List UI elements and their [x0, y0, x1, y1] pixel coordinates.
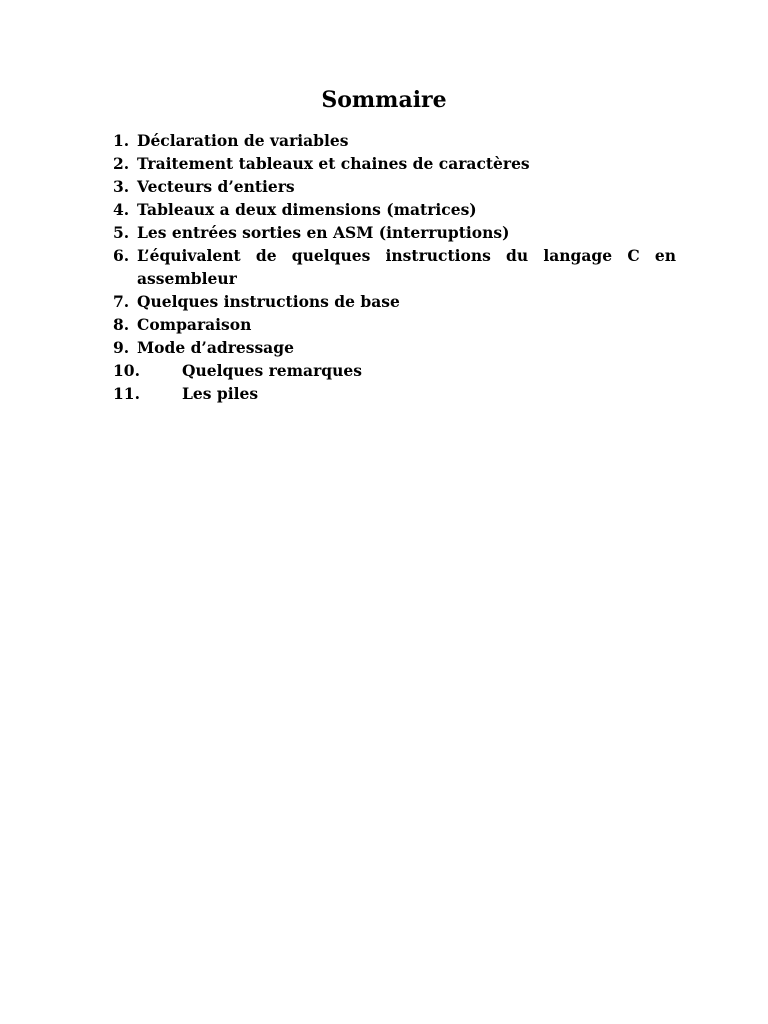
toc-item-number: 10. — [113, 361, 140, 380]
toc-item-label: L’équivalent de quelques instructions du langage C en assembleur — [137, 246, 676, 288]
toc-item-label: Déclaration de variables — [137, 131, 349, 150]
toc-item-label: Traitement tableaux et chaines de caractères — [137, 154, 530, 173]
toc-item — [113, 359, 676, 382]
toc-item-number: 9. — [113, 338, 130, 357]
table-of-contents — [113, 129, 676, 405]
toc-item — [113, 152, 676, 175]
toc-item-number: 7. — [113, 292, 130, 311]
toc-item-number: 4. — [113, 200, 130, 219]
toc-item-label: Tableaux a deux dimensions (matrices) — [137, 200, 477, 219]
toc-item-label: Quelques instructions de base — [137, 292, 400, 311]
toc-item — [113, 198, 676, 221]
toc-item-number: 8. — [113, 315, 130, 334]
toc-item — [113, 129, 676, 152]
toc-item-number: 6. — [113, 246, 130, 265]
toc-item-label: Mode d’adressage — [137, 338, 294, 357]
toc-item — [113, 221, 676, 244]
toc-item-label: Comparaison — [137, 315, 252, 334]
toc-item-number: 11. — [113, 384, 140, 403]
toc-item-label: Quelques remarques — [182, 361, 362, 380]
toc-item — [113, 175, 676, 198]
toc-item-number: 1. — [113, 131, 130, 150]
toc-item-label: Les piles — [182, 384, 259, 403]
toc-item-number: 5. — [113, 223, 130, 242]
toc-item — [113, 313, 676, 336]
toc-item — [113, 290, 676, 313]
toc-item-number: 2. — [113, 154, 130, 173]
toc-item — [113, 244, 676, 290]
toc-item-number: 3. — [113, 177, 130, 196]
toc-item — [113, 382, 676, 405]
toc-item-label: Les entrées sorties en ASM (interruptions) — [137, 223, 510, 242]
page-title: Sommaire — [321, 87, 447, 113]
toc-item-label: Vecteurs d’entiers — [137, 177, 295, 196]
toc-item — [113, 336, 676, 359]
